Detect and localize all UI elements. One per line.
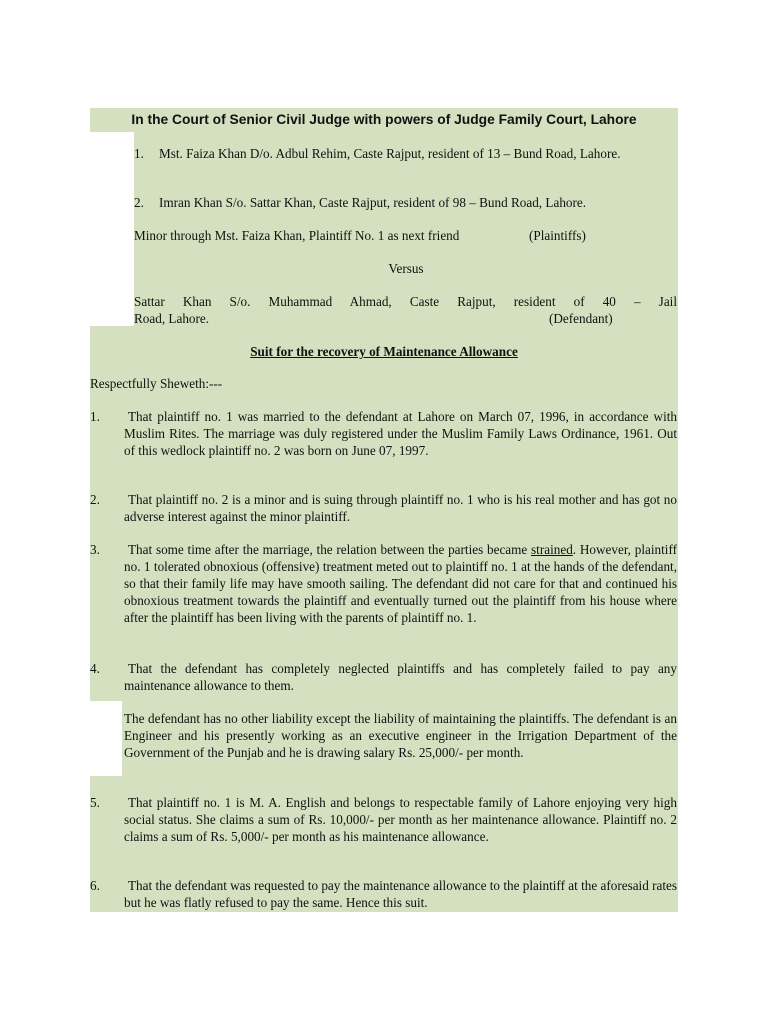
- para-6-text: That the defendant was requested to pay the maintenance allowance to the plaintiff at the aforesaid rates but he was flatly refused to pay the same. Hence this suit.: [124, 878, 678, 910]
- plaintiff-1-number: 1.: [134, 146, 144, 161]
- court-title: In the Court of Senior Civil Judge with powers of Judge Family Court, Lahore: [131, 112, 637, 127]
- para-5-number: 5.: [90, 795, 100, 810]
- para-3-text-underlined: strained: [531, 542, 573, 557]
- para-3-text: [124, 541, 677, 626]
- para-3-number: 3.: [90, 542, 100, 557]
- para-2-number: 2.: [90, 492, 100, 507]
- para-2-text: That plaintiff no. 2 is a minor and is suing through plaintiff no. 1 who is his real mother and has got no adverse interest against the minor plaintiff.: [124, 492, 677, 524]
- versus-label: Versus: [388, 261, 424, 276]
- plaintiffs-label: (Plaintiffs): [529, 228, 586, 243]
- para-1-number: 1.: [90, 409, 100, 424]
- para-3-text-after: . However, plaintiff no. 1 tolerated obnoxious (offensive) treatment meted out to plaintiff no. 1 at the hands of the defendant, so that their family life may have smooth sailing. The defendant did not care for that and continued his obnoxious treatment towards the plaintiff and eventually turned out the plaintiff from his house where after the plaintiff has been living with the parents of plaintiff no. 1.: [124, 542, 677, 625]
- para-4-text: That the defendant has completely neglected plaintiffs and has completely failed to pay any maintenance allowance to them.: [124, 661, 677, 693]
- defendant-label: (Defendant): [549, 311, 613, 326]
- defendant-text-1: Sattar Khan S/o. Muhammad Ahmad, Caste Rajput, resident of 40 – Jail: [134, 294, 677, 309]
- suit-title: Suit for the recovery of Maintenance Allowance: [250, 344, 518, 359]
- defendant-line-1: [134, 293, 677, 310]
- para-4-number: 4.: [90, 661, 100, 676]
- para-3-text-before: That some time after the marriage, the relation between the parties became: [128, 542, 532, 557]
- minor-line: Minor through Mst. Faiza Khan, Plaintiff No. 1 as next friend: [134, 228, 460, 243]
- plaintiff-1-text: Mst. Faiza Khan D/o. Adbul Rehim, Caste Rajput, resident of 13 – Bund Road, Lahore.: [159, 146, 621, 161]
- para-1-text: That plaintiff no. 1 was married to the defendant at Lahore on March 07, 1996, in accordance with Muslim Rites. The marriage was duly registered under the Muslim Family Laws Ordinance, 1961. Out of this wedlock plaintiff no. 2 was born on June 07, 1997.: [124, 409, 677, 458]
- para-5-text: That plaintiff no. 1 is M. A. English and belongs to respectable family of Lahore enjoying very high social status. She claims a sum of Rs. 10,000/- per month as her maintenance allowance. Plaintiff no. 2 claims a sum of Rs. 5,000/- per month as his maintenance allowance.: [124, 795, 677, 844]
- salutation: Respectfully Sheweth:---: [90, 376, 223, 391]
- para-liability-text: The defendant has no other liability except the liability of maintaining the plaintiffs. The defendant is an Engineer and his presently working as an executive engineer in the Irrigation Department of the Government of the Punjab and he is drawing salary Rs. 25,000/- per month.: [124, 711, 677, 760]
- plaintiff-2-text: Imran Khan S/o. Sattar Khan, Caste Rajput, resident of 98 – Bund Road, Lahore.: [159, 195, 587, 210]
- para-6-number: 6.: [90, 878, 100, 893]
- plaintiff-2-number: 2.: [134, 195, 144, 210]
- defendant-text-2: Road, Lahore.: [134, 311, 210, 326]
